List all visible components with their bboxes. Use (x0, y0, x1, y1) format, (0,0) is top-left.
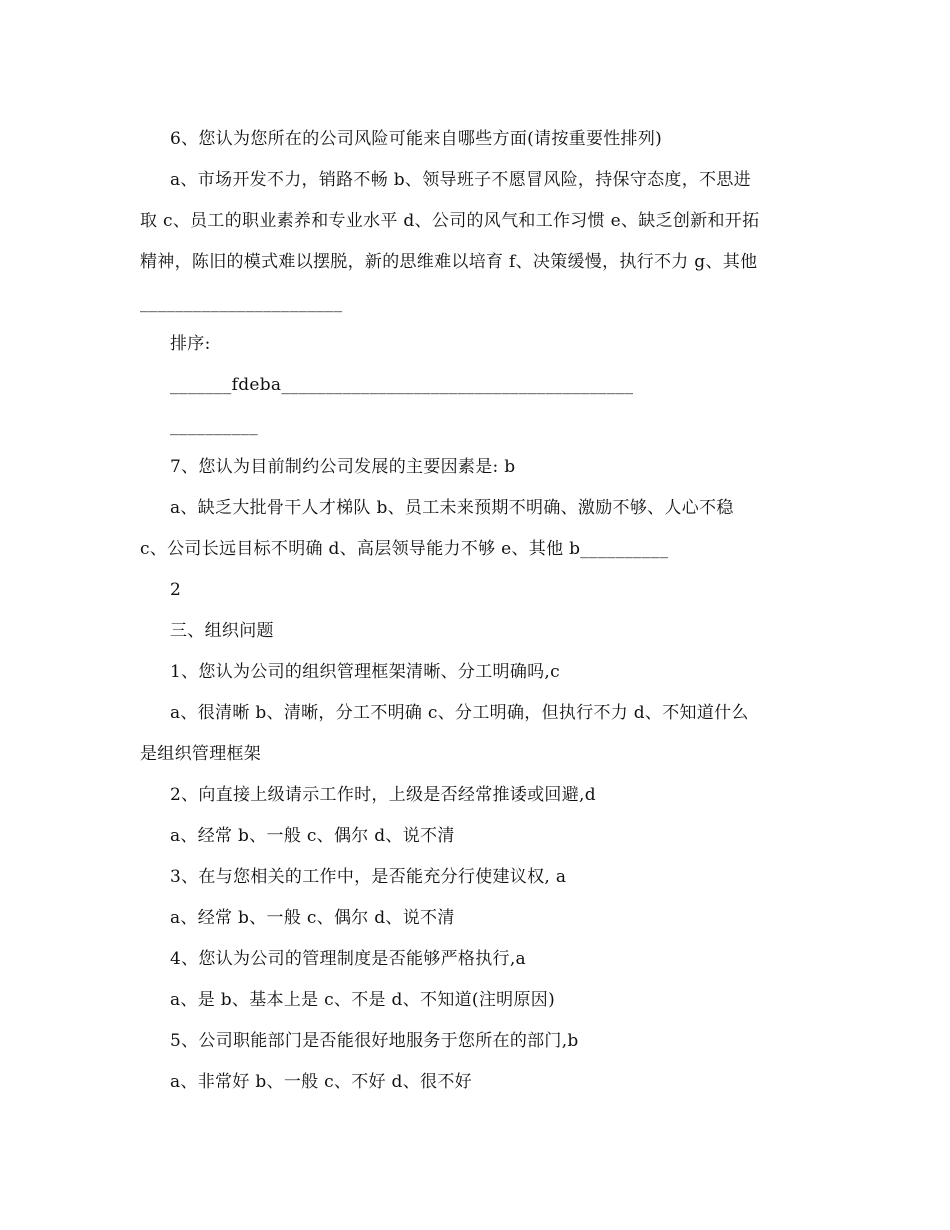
org-question-3-text: 3、在与您相关的工作中，是否能充分行使建议权, a (170, 867, 567, 887)
question-7-options-line-1: a、缺乏大批骨干人才梯队 b、员工未来预期不明确、激励不够、人心不稳 (170, 498, 734, 518)
org-question-2-options: a、经常 b、一般 c、偶尔 d、说不清 (170, 826, 455, 846)
org-question-5-text: 5、公司职能部门是否能很好地服务于您所在的部门,b (170, 1031, 579, 1051)
question-6-options-line-2: 取 c、员工的职业素养和专业水平 d、公司的风气和工作习惯 e、缺乏创新和开拓 (140, 211, 760, 231)
org-question-4-text: 4、您认为公司的管理制度是否能够严格执行,a (170, 949, 526, 969)
question-6-options-line-1: a、市场开发不力，销路不畅 b、领导班子不愿冒风险，持保守态度，不思进 (170, 170, 751, 190)
org-question-4-options: a、是 b、基本上是 c、不是 d、不知道(注明原因) (170, 990, 555, 1010)
ranking-label: 排序: (170, 334, 211, 354)
org-question-5-options: a、非常好 b、一般 c、不好 d、很不好 (170, 1072, 472, 1092)
org-question-3-options: a、经常 b、一般 c、偶尔 d、说不清 (170, 908, 455, 928)
section-heading: 三、组织问题 (170, 621, 274, 641)
question-6-options-line-3: 精神，陈旧的模式难以摆脱，新的思维难以培育 f、决策缓慢，执行不力 g、其他 (140, 252, 758, 272)
org-question-1-options-line-1: a、很清晰 b、清晰，分工不明确 c、分工明确，但执行不力 d、不知道什么 (170, 703, 749, 723)
ranking-blank: __________ (170, 416, 258, 436)
question-7-options-line-2: c、公司长远目标不明确 d、高层领导能力不够 e、其他 b__________ (140, 539, 669, 559)
org-question-2-text: 2、向直接上级请示工作时，上级是否经常推诿或回避,d (170, 785, 596, 805)
question-6-other-blank: _______________________ (140, 293, 343, 313)
question-6-text: 6、您认为您所在的公司风险可能来自哪些方面(请按重要性排列) (170, 129, 663, 149)
page-number: 2 (170, 580, 182, 600)
org-question-1-text: 1、您认为公司的组织管理框架清晰、分工明确吗,c (170, 662, 560, 682)
ranking-answer: _______fdeba________________________________________ (170, 375, 634, 395)
org-question-1-options-line-2: 是组织管理框架 (140, 744, 262, 764)
question-7-text: 7、您认为目前制约公司发展的主要因素是: b (170, 457, 516, 477)
